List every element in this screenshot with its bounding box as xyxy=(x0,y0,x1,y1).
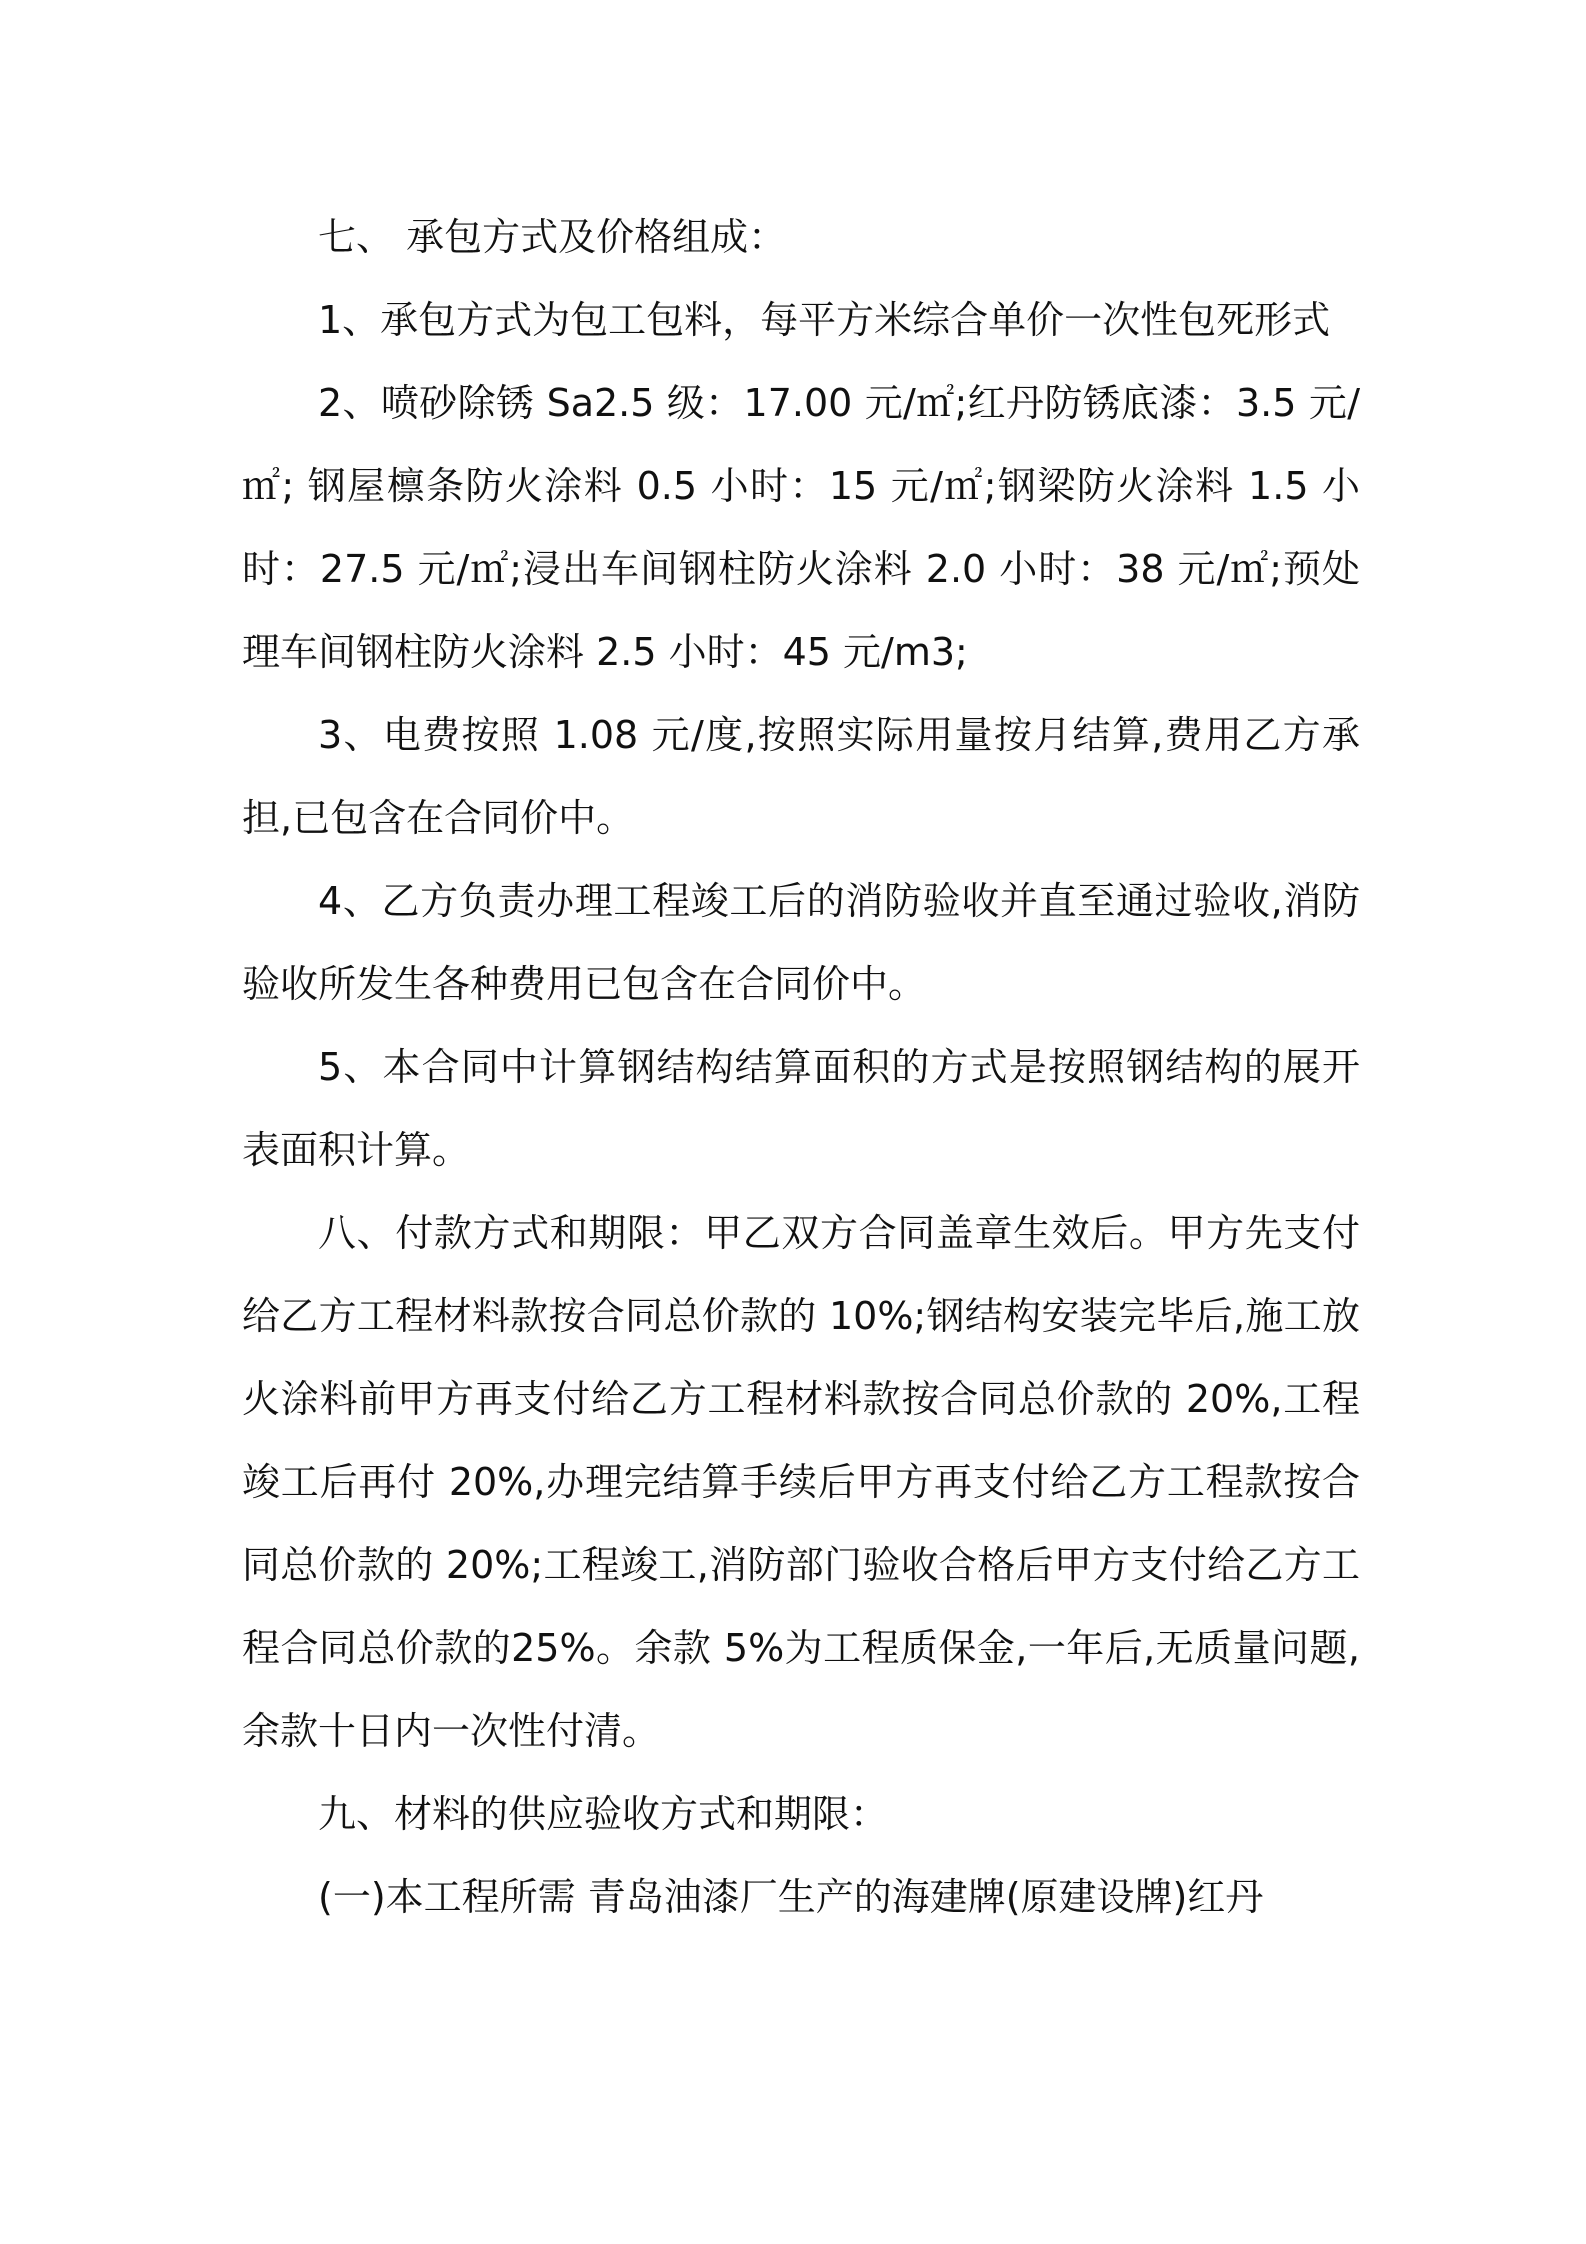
document-body xyxy=(242,196,1360,1939)
clause-7-3-electricity: 3、电费按照 1.08 元/度,按照实际用量按月结算,费用乙方承担,已包含在合同价中。 xyxy=(242,713,1360,840)
clause-7-5-area-calculation: 5、本合同中计算钢结构结算面积的方式是按照钢结构的展开表面积计算。 xyxy=(242,1045,1360,1172)
clause-9-1: (一)本工程所需 青岛油漆厂生产的海建牌(原建设牌)红丹 xyxy=(318,1875,1264,1919)
section-7-heading: 七、 承包方式及价格组成： xyxy=(318,215,787,259)
section-9-heading: 九、材料的供应验收方式和期限： xyxy=(318,1792,889,1836)
clause-7-2-prices: 2、喷砂除锈 Sa2.5 级：17.00 元/㎡;红丹防锈底漆：3.5 元/㎡; 钢屋檩条防火涂料 0.5 小时：15 元/㎡;钢梁防火涂料 1.5 小时：27.5 元/㎡;浸出车间钢柱防火涂料 2.0 小时：38 元/㎡;预处理车间钢柱防火涂料 2.5 小时：45 元/m3; xyxy=(242,381,1360,674)
section-8-payment: 八、付款方式和期限：甲乙双方合同盖章生效后。甲方先支付给乙方工程材料款按合同总价款的 10%;钢结构安装完毕后,施工放火涂料前甲方再支付给乙方工程材料款按合同总价款的 20%,工程竣工后再付 20%,办理完结算手续后甲方再支付给乙方工程款按合同总价款的 20%;工程竣工,消防部门验收合格后甲方支付给乙方工程合同总价款的25%。余款 5%为工程质保金,一年后,无质量问题,余款十日内一次性付清。 xyxy=(242,1211,1360,1753)
clause-7-1: 1、承包方式为包工包料，每平方米综合单价一次性包死形式 xyxy=(318,298,1331,342)
clause-7-4-fire-acceptance: 4、乙方负责办理工程竣工后的消防验收并直至通过验收,消防验收所发生各种费用已包含在合同价中。 xyxy=(242,879,1360,1006)
